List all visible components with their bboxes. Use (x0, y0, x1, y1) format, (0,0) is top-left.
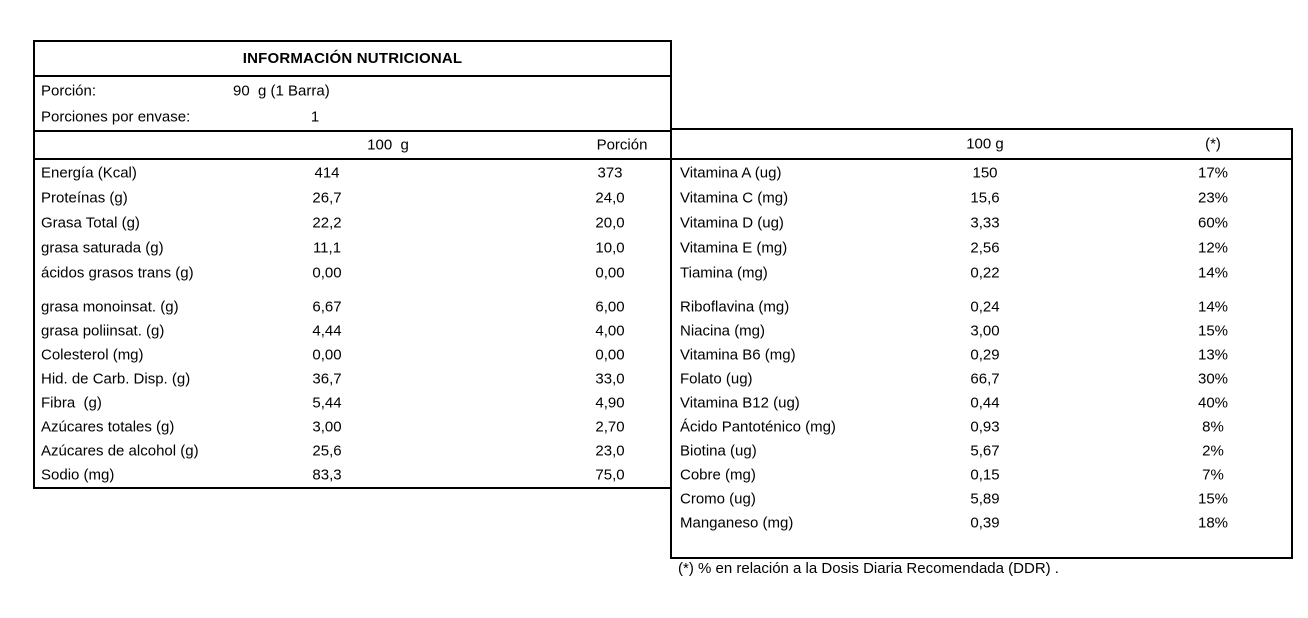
nutrient-label: grasa poliinsat. (g) (41, 322, 165, 340)
vitamin-label: Folato (ug) (680, 370, 753, 388)
table-row (672, 260, 1291, 285)
value-porcion: 2,70 (595, 418, 625, 436)
nutrient-label: Energía (Kcal) (41, 164, 137, 181)
nutrient-label: Proteínas (g) (41, 189, 128, 206)
nutrient-label: Sodio (mg) (41, 466, 115, 484)
nutrient-label: grasa monoinsat. (g) (41, 298, 179, 316)
value-100g: 0,44 (970, 394, 1000, 412)
column-header-100g: 100 g (367, 136, 409, 154)
table-row (672, 319, 1291, 343)
table-row (672, 343, 1291, 367)
value-100g: 83,3 (312, 466, 342, 484)
value-porcion: 4,00 (595, 322, 625, 340)
value-100g: 5,44 (312, 394, 342, 412)
table-row (672, 160, 1291, 185)
table-row (35, 439, 670, 463)
servings-per-pack-label: Porciones por envase: (41, 108, 191, 126)
value-porcion: 6,00 (595, 298, 625, 316)
column-header-porcion: Porción (596, 136, 648, 154)
value-100g: 0,39 (970, 514, 1000, 532)
table-row (35, 343, 670, 367)
vitamin-label: Vitamina E (mg) (680, 239, 788, 256)
value-100g: 0,24 (970, 298, 1000, 316)
value-pct-ddr: 40% (1197, 394, 1229, 412)
value-pct-ddr: 60% (1197, 214, 1229, 231)
table-row (35, 391, 670, 415)
value-100g: 5,89 (970, 490, 1000, 508)
value-porcion: 373 (597, 164, 623, 181)
value-100g: 150 (972, 164, 998, 181)
table-row (35, 210, 670, 235)
value-100g: 3,00 (312, 418, 342, 436)
value-100g: 25,6 (312, 442, 342, 460)
value-pct-ddr: 14% (1197, 298, 1229, 316)
value-pct-ddr: 18% (1197, 514, 1229, 532)
value-pct-ddr: 23% (1197, 189, 1229, 206)
value-100g: 4,44 (312, 322, 342, 340)
value-porcion: 23,0 (595, 442, 625, 460)
vitamin-label: Cromo (ug) (680, 490, 756, 508)
value-porcion: 0,00 (595, 264, 625, 281)
value-pct-ddr: 8% (1202, 418, 1224, 436)
value-100g: 0,15 (970, 466, 1000, 484)
value-porcion: 75,0 (595, 466, 625, 484)
value-pct-ddr: 12% (1197, 239, 1229, 256)
spacer-row (672, 535, 1291, 557)
value-pct-ddr: 17% (1197, 164, 1229, 181)
nutrient-label: grasa saturada (g) (41, 239, 164, 256)
value-100g: 0,22 (970, 264, 1000, 281)
value-pct-ddr: 15% (1197, 322, 1229, 340)
table-row (35, 415, 670, 439)
value-pct-ddr: 7% (1202, 466, 1224, 484)
vitamin-label: Cobre (mg) (680, 466, 756, 484)
nutrient-label: Colesterol (mg) (41, 346, 144, 364)
value-100g: 26,7 (312, 189, 342, 206)
table-row (35, 367, 670, 391)
value-porcion: 33,0 (595, 370, 625, 388)
value-100g: 3,33 (970, 214, 1000, 231)
value-100g: 66,7 (970, 370, 1000, 388)
table-row (672, 367, 1291, 391)
serving-value: 90 g (1 Barra) (233, 82, 330, 99)
vitamin-label: Ácido Pantoténico (mg) (680, 418, 836, 436)
value-100g: 414 (314, 164, 340, 181)
table-row (35, 235, 670, 260)
servings-per-pack-row (35, 104, 670, 130)
vitamin-label: Vitamina B12 (ug) (680, 394, 800, 412)
table-row (672, 295, 1291, 319)
value-100g: 36,7 (312, 370, 342, 388)
vitamin-label: Riboflavina (mg) (680, 298, 790, 316)
nutrient-label: ácidos grasos trans (g) (41, 264, 194, 281)
spacer-row (35, 285, 670, 295)
serving-row (35, 77, 670, 104)
nutrient-label: Azúcares totales (g) (41, 418, 175, 436)
vitamin-label: Vitamina D (ug) (680, 214, 784, 231)
table-row (35, 160, 670, 185)
value-100g: 22,2 (312, 214, 342, 231)
value-100g: 6,67 (312, 298, 342, 316)
vitamin-label: Tiamina (mg) (680, 264, 768, 281)
nutrient-label: Fibra (g) (41, 394, 102, 412)
value-pct-ddr: 2% (1202, 442, 1224, 460)
value-100g: 3,00 (970, 322, 1000, 340)
servings-per-pack-value: 1 (310, 108, 320, 126)
value-100g: 5,67 (970, 442, 1000, 460)
column-header-pct-ddr: (*) (1205, 135, 1221, 153)
table-row (672, 439, 1291, 463)
table-row (672, 185, 1291, 210)
column-header-row (672, 130, 1291, 160)
table-row (672, 487, 1291, 511)
value-100g: 0,29 (970, 346, 1000, 364)
table-row (672, 210, 1291, 235)
serving-label: Porción: (41, 82, 97, 99)
table-row (35, 295, 670, 319)
table-row (672, 463, 1291, 487)
table-row (672, 391, 1291, 415)
value-porcion: 24,0 (595, 189, 625, 206)
value-100g: 0,93 (970, 418, 1000, 436)
spacer-row (672, 285, 1291, 295)
vitamin-label: Vitamina B6 (mg) (680, 346, 796, 364)
table-row (672, 415, 1291, 439)
table-row (35, 319, 670, 343)
table-row (672, 511, 1291, 535)
vitamins-table (670, 128, 1293, 559)
vitamin-label: Vitamina C (mg) (680, 189, 789, 206)
ddr-footnote: (*) % en relación a la Dosis Diaria Recomendada (DDR) . (678, 560, 1059, 577)
nutrient-label: Grasa Total (g) (41, 214, 140, 231)
vitamin-label: Biotina (ug) (680, 442, 757, 460)
serving-info (35, 77, 670, 130)
table-row (35, 185, 670, 210)
value-porcion: 20,0 (595, 214, 625, 231)
value-pct-ddr: 14% (1197, 264, 1229, 281)
nutrient-label: Azúcares de alcohol (g) (41, 442, 199, 460)
value-pct-ddr: 13% (1197, 346, 1229, 364)
table-title: INFORMACIÓN NUTRICIONAL (35, 42, 670, 77)
column-header-100g: 100 g (966, 135, 1004, 153)
value-100g: 11,1 (312, 239, 342, 256)
vitamin-label: Manganeso (mg) (680, 514, 794, 532)
value-100g: 2,56 (970, 239, 1000, 256)
vitamin-label: Niacina (mg) (680, 322, 766, 340)
table-row (35, 463, 670, 487)
value-100g: 0,00 (312, 264, 342, 281)
value-100g: 0,00 (312, 346, 342, 364)
nutrition-table (33, 40, 672, 489)
table-row (672, 235, 1291, 260)
value-porcion: 4,90 (595, 394, 625, 412)
value-100g: 15,6 (970, 189, 1000, 206)
value-porcion: 10,0 (595, 239, 625, 256)
value-porcion: 0,00 (595, 346, 625, 364)
nutrient-label: Hid. de Carb. Disp. (g) (41, 370, 191, 388)
vitamin-label: Vitamina A (ug) (680, 164, 782, 181)
table-row (35, 260, 670, 285)
value-pct-ddr: 15% (1197, 490, 1229, 508)
value-pct-ddr: 30% (1197, 370, 1229, 388)
column-header-row (35, 130, 670, 160)
